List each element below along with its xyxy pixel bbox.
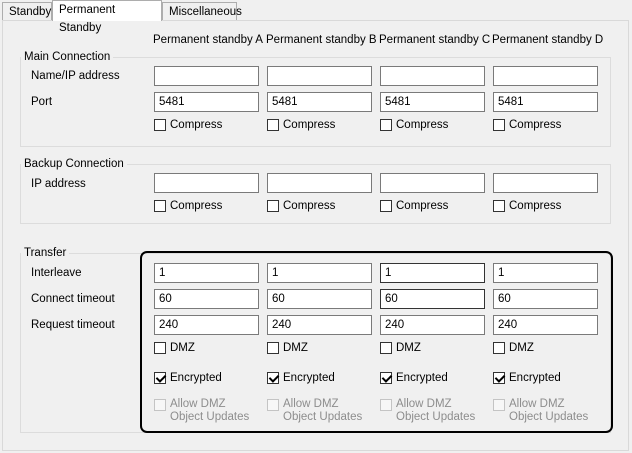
- dmz-checkbox-d[interactable]: [493, 341, 534, 355]
- checkbox-label: Compress: [396, 200, 449, 212]
- request-timeout-input-c[interactable]: [380, 315, 485, 335]
- checkbox-label: Compress: [396, 119, 449, 131]
- interleave-input-b[interactable]: [267, 263, 372, 283]
- tab-label: Miscellaneous: [169, 6, 242, 18]
- checkbox-box: [154, 342, 166, 354]
- interleave-input-a[interactable]: [154, 263, 259, 283]
- checkbox-box: [154, 200, 166, 212]
- checkbox-label: Allow DMZ Object Updates: [396, 398, 476, 423]
- checkmark-icon: [493, 372, 505, 384]
- request-timeout-label: Request timeout: [31, 319, 115, 331]
- tab-permanent-standby[interactable]: [52, 0, 162, 34]
- interleave-input-d[interactable]: [493, 263, 598, 283]
- checkbox-label: Compress: [509, 200, 562, 212]
- dmz-checkbox-c[interactable]: [380, 341, 421, 355]
- interleave-label: Interleave: [31, 267, 82, 279]
- ip-address-label: IP address: [31, 178, 86, 190]
- encrypted-checkbox-b[interactable]: [267, 371, 335, 385]
- connect-timeout-input-c[interactable]: [380, 289, 485, 309]
- checkbox-label: Compress: [170, 119, 223, 131]
- name-ip-input-d[interactable]: [493, 66, 598, 86]
- encrypted-checkbox-d[interactable]: [493, 371, 561, 385]
- interleave-input-c[interactable]: [380, 263, 485, 283]
- transfer-title: Transfer: [21, 246, 69, 260]
- connect-timeout-label: Connect timeout: [31, 293, 115, 305]
- backup-ip-input-c[interactable]: [380, 173, 485, 193]
- checkbox-box: [154, 119, 166, 131]
- checkbox-box: [154, 399, 166, 411]
- checkbox-label: DMZ: [509, 342, 534, 354]
- checkbox-label: Compress: [283, 119, 336, 131]
- backup-ip-input-b[interactable]: [267, 173, 372, 193]
- checkbox-label: Encrypted: [396, 372, 448, 384]
- request-timeout-input-a[interactable]: [154, 315, 259, 335]
- checkbox-box: [380, 200, 392, 212]
- backup-compress-checkbox-c[interactable]: [380, 199, 448, 213]
- tab-miscellaneous[interactable]: [162, 2, 242, 20]
- tab-standby[interactable]: [2, 2, 52, 20]
- port-input-c[interactable]: [380, 92, 485, 112]
- name-ip-input-b[interactable]: [267, 66, 372, 86]
- allow-dmz-updates-checkbox-d: [493, 398, 597, 424]
- column-header-c: Permanent standby C: [379, 34, 491, 46]
- checkbox-label: Compress: [170, 200, 223, 212]
- checkbox-label: Compress: [283, 200, 336, 212]
- tab-label: Standby: [9, 6, 52, 18]
- tab-label: Permanent Standby: [59, 4, 116, 34]
- checkmark-icon: [267, 372, 279, 384]
- checkbox-label: Allow DMZ Object Updates: [509, 398, 589, 423]
- checkbox-box: [267, 119, 279, 131]
- checkbox-box: [267, 342, 279, 354]
- allow-dmz-updates-checkbox-b: [267, 398, 371, 424]
- name-ip-input-a[interactable]: [154, 66, 259, 86]
- main-compress-checkbox-c[interactable]: [380, 118, 448, 132]
- port-input-a[interactable]: [154, 92, 259, 112]
- backup-ip-input-d[interactable]: [493, 173, 598, 193]
- backup-compress-checkbox-d[interactable]: [493, 199, 561, 213]
- checkbox-box: [267, 200, 279, 212]
- column-header-b: Permanent standby B: [266, 34, 377, 46]
- port-label: Port: [31, 96, 53, 108]
- request-timeout-input-d[interactable]: [493, 315, 598, 335]
- checkbox-box: [493, 342, 505, 354]
- column-header-d: Permanent standby D: [492, 34, 604, 46]
- backup-connection-title: Backup Connection: [21, 157, 127, 171]
- main-compress-checkbox-a[interactable]: [154, 118, 222, 132]
- allow-dmz-updates-checkbox-c: [380, 398, 484, 424]
- checkbox-box: [267, 399, 279, 411]
- checkbox-box: [380, 342, 392, 354]
- encrypted-checkbox-a[interactable]: [154, 371, 222, 385]
- allow-dmz-updates-checkbox-a: [154, 398, 258, 424]
- checkbox-label: DMZ: [170, 342, 195, 354]
- checkbox-label: Encrypted: [283, 372, 335, 384]
- checkbox-box: [380, 399, 392, 411]
- connect-timeout-input-a[interactable]: [154, 289, 259, 309]
- checkbox-box: [380, 119, 392, 131]
- checkbox-label: Encrypted: [509, 372, 561, 384]
- checkbox-box: [493, 200, 505, 212]
- name-ip-input-c[interactable]: [380, 66, 485, 86]
- connect-timeout-input-d[interactable]: [493, 289, 598, 309]
- checkmark-icon: [154, 372, 166, 384]
- checkbox-label: Encrypted: [170, 372, 222, 384]
- checkbox-label: Allow DMZ Object Updates: [170, 398, 250, 423]
- backup-compress-checkbox-a[interactable]: [154, 199, 222, 213]
- port-input-d[interactable]: [493, 92, 598, 112]
- checkmark-icon: [380, 372, 392, 384]
- dmz-checkbox-a[interactable]: [154, 341, 195, 355]
- name-ip-label: Name/IP address: [31, 70, 120, 82]
- encrypted-checkbox-c[interactable]: [380, 371, 448, 385]
- checkbox-label: DMZ: [283, 342, 308, 354]
- port-input-b[interactable]: [267, 92, 372, 112]
- checkbox-box: [493, 399, 505, 411]
- connect-timeout-input-b[interactable]: [267, 289, 372, 309]
- backup-compress-checkbox-b[interactable]: [267, 199, 335, 213]
- checkbox-box: [493, 119, 505, 131]
- backup-ip-input-a[interactable]: [154, 173, 259, 193]
- request-timeout-input-b[interactable]: [267, 315, 372, 335]
- checkbox-label: Allow DMZ Object Updates: [283, 398, 363, 423]
- main-compress-checkbox-b[interactable]: [267, 118, 335, 132]
- main-connection-title: Main Connection: [21, 50, 113, 64]
- column-header-a: Permanent standby A: [153, 34, 263, 46]
- checkbox-label: Compress: [509, 119, 562, 131]
- main-compress-checkbox-d[interactable]: [493, 118, 561, 132]
- dmz-checkbox-b[interactable]: [267, 341, 308, 355]
- checkbox-label: DMZ: [396, 342, 421, 354]
